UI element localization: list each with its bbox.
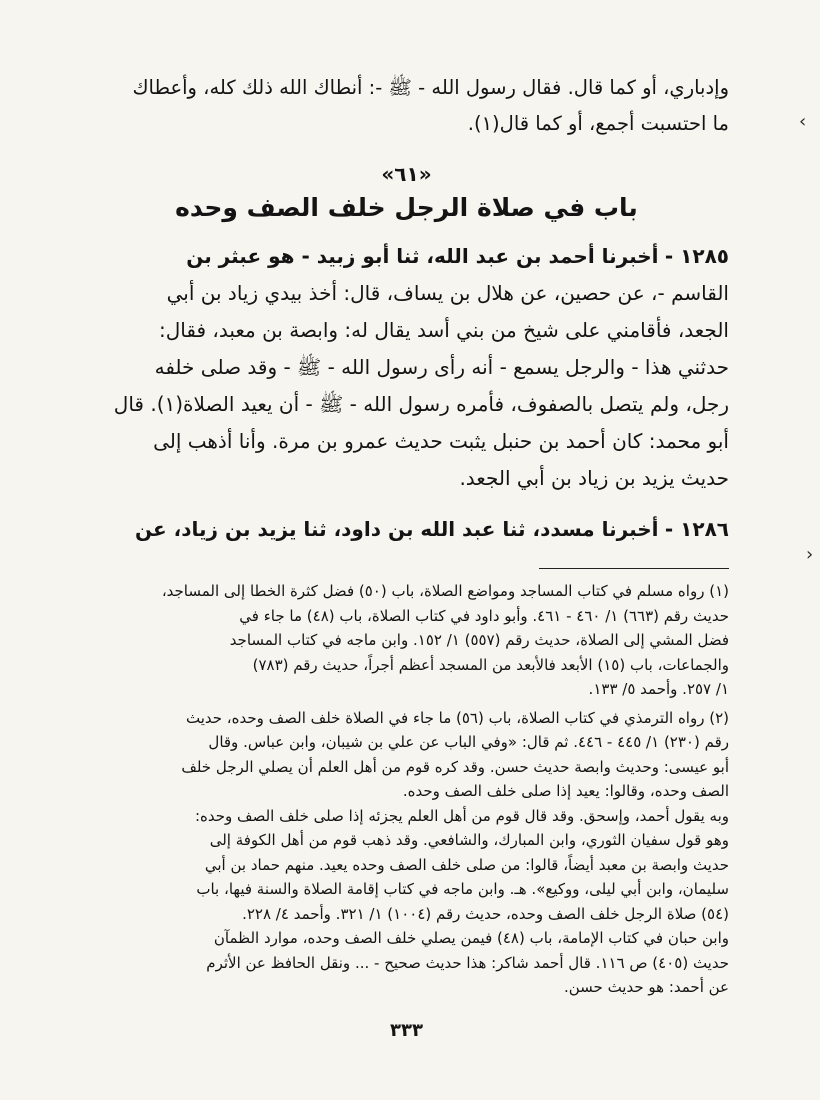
margin-arrow-icon: ‹ xyxy=(806,544,814,565)
text-line xyxy=(84,238,729,275)
text-line: وإدباري، أو كما قال. فقال رسول الله - ﷺ -: أنطاك الله ذلك كله، وأعطاك xyxy=(132,76,729,99)
footnote-line: عن أحمد: هو حديث حسن. xyxy=(563,978,729,996)
footnote-1 xyxy=(84,579,729,702)
footnote-line: (٥٤) صلاة الرجل خلف الصف وحده، حديث رقم (١٠٠٤) ١/ ٣٢١. وأحمد ٤/ ٢٢٨. xyxy=(242,904,729,923)
chapter-title: باب في صلاة الرجل خلف الصف وحده xyxy=(175,193,638,222)
footnote-line: حديث رقم (٦٦٣) ١/ ٤٦٠ - ٤٦١. وأبو داود في كتاب الصلاة، باب (٤٨) ما جاء في xyxy=(239,606,729,625)
footnote-line: وبه يقول أحمد، وإسحق. وقد قال قوم من أهل العلم يجزئه إذا صلى خلف الصف وحده: xyxy=(194,806,729,825)
footnote-line: الصف وحده، وقالوا: يعيد إذا صلى خلف الصف وحده. xyxy=(402,782,729,800)
footnote-line: (٢) رواه الترمذي في كتاب الصلاة، باب (٥٦) ما جاء في الصلاة خلف الصف وحده، حديث xyxy=(185,708,729,727)
text-line: رجل، ولم يتصل بالصفوف، فأمره رسول الله - ﷺ - أن يعيد الصلاة(١). قال xyxy=(113,392,729,416)
footnote-divider xyxy=(539,568,729,569)
footnote-line: رقم (٢٣٠) ١/ ٤٤٥ - ٤٤٦. ثم قال: «وفي الباب عن علي بن شيبان، وابن عباس. وقال xyxy=(208,733,729,751)
spacer xyxy=(84,497,729,511)
text-line: أبو محمد: كان أحمد بن حنبل يثبت حديث عمرو بن مرة. وأنا أذهب إلى xyxy=(153,429,729,453)
footnote-line: فضل المشي إلى الصلاة، حديث رقم (٥٥٧) ١/ ١٥٢. وابن ماجه في كتاب المساجد xyxy=(229,631,729,649)
top-paragraph xyxy=(84,70,729,142)
hadith-1286 xyxy=(84,511,729,548)
text-line: الجعد، فأقامني على شيخ من بني أسد يقال له: وابصة بن معبد، فقال: xyxy=(158,318,729,342)
text-line: حدثني هذا - والرجل يسمع - أنه رأى رسول الله - ﷺ - وقد صلى خلفه xyxy=(154,355,729,379)
hadith-number: ١٢٨٥ - xyxy=(664,244,729,268)
text-line: ما احتسبت أجمع، أو كما قال(١). xyxy=(467,112,729,135)
footnote-line: ١/ ٢٥٧. وأحمد ٥/ ١٣٣. xyxy=(588,680,729,698)
footnote-line: وهو قول سفيان الثوري، وابن المبارك، والشافعي. وقد ذهب قوم من أهل الكوفة إلى xyxy=(209,831,729,849)
footnote-line: حديث وابصة بن معبد أيضاً، قالوا: من صلى خلف الصف وحده يعيد. منهم حماد بن أبي xyxy=(204,855,729,874)
footnote-line: سليمان، وابن أبي ليلى، ووكيع». هـ. وابن ماجه في كتاب إقامة الصلاة والسنة فيها، باب xyxy=(196,880,729,898)
text-line: القاسم -، عن حصين، عن هلال بن يساف، قال: أخذ بيدي زياد بن أبي xyxy=(166,281,729,305)
footnotes xyxy=(84,579,729,1000)
hadith-number: ١٢٨٦ - xyxy=(664,517,729,541)
footnote-line: (١) رواه مسلم في كتاب المساجد ومواضع الصلاة، باب (٥٠) فضل كثرة الخطا إلى المساجد، xyxy=(161,582,729,600)
footnote-line: أبو عيسى: وحديث وابصة حديث حسن. وقد كره قوم من أهل العلم أن يصلي الرجل خلف xyxy=(181,757,729,776)
footnote-line: حديث (٤٠٥) ص ١١٦. قال أحمد شاكر: هذا حديث صحيح - ... ونقل الحافظ عن الأثرم xyxy=(206,953,729,972)
margin-arrow-icon: › xyxy=(799,111,807,132)
hadith-text: أخبرنا أحمد بن عبد الله، ثنا أبو زبيد - هو عبثر بن xyxy=(186,244,659,268)
hadith-1285 xyxy=(84,238,729,497)
chapter-number: «٦١» xyxy=(381,162,432,186)
text-line: حديث يزيد بن زياد بن أبي الجعد. xyxy=(459,466,729,490)
footnote-line: والجماعات، باب (١٥) الأبعد فالأبعد من المسجد أعظم أجراً، حديث رقم (٧٨٣) xyxy=(252,655,729,674)
footnote-2 xyxy=(84,706,729,1000)
text-line xyxy=(84,511,729,548)
book-page xyxy=(84,70,729,1070)
page-number: ٣٣٣ xyxy=(390,1020,423,1041)
footnote-line: وابن حبان في كتاب الإمامة، باب (٤٨) فيمن يصلي خلف الصف وحده، موارد الظمآن xyxy=(213,929,729,947)
hadith-text: أخبرنا مسدد، ثنا عبد الله بن داود، ثنا يزيد بن زياد، عن xyxy=(135,517,659,541)
